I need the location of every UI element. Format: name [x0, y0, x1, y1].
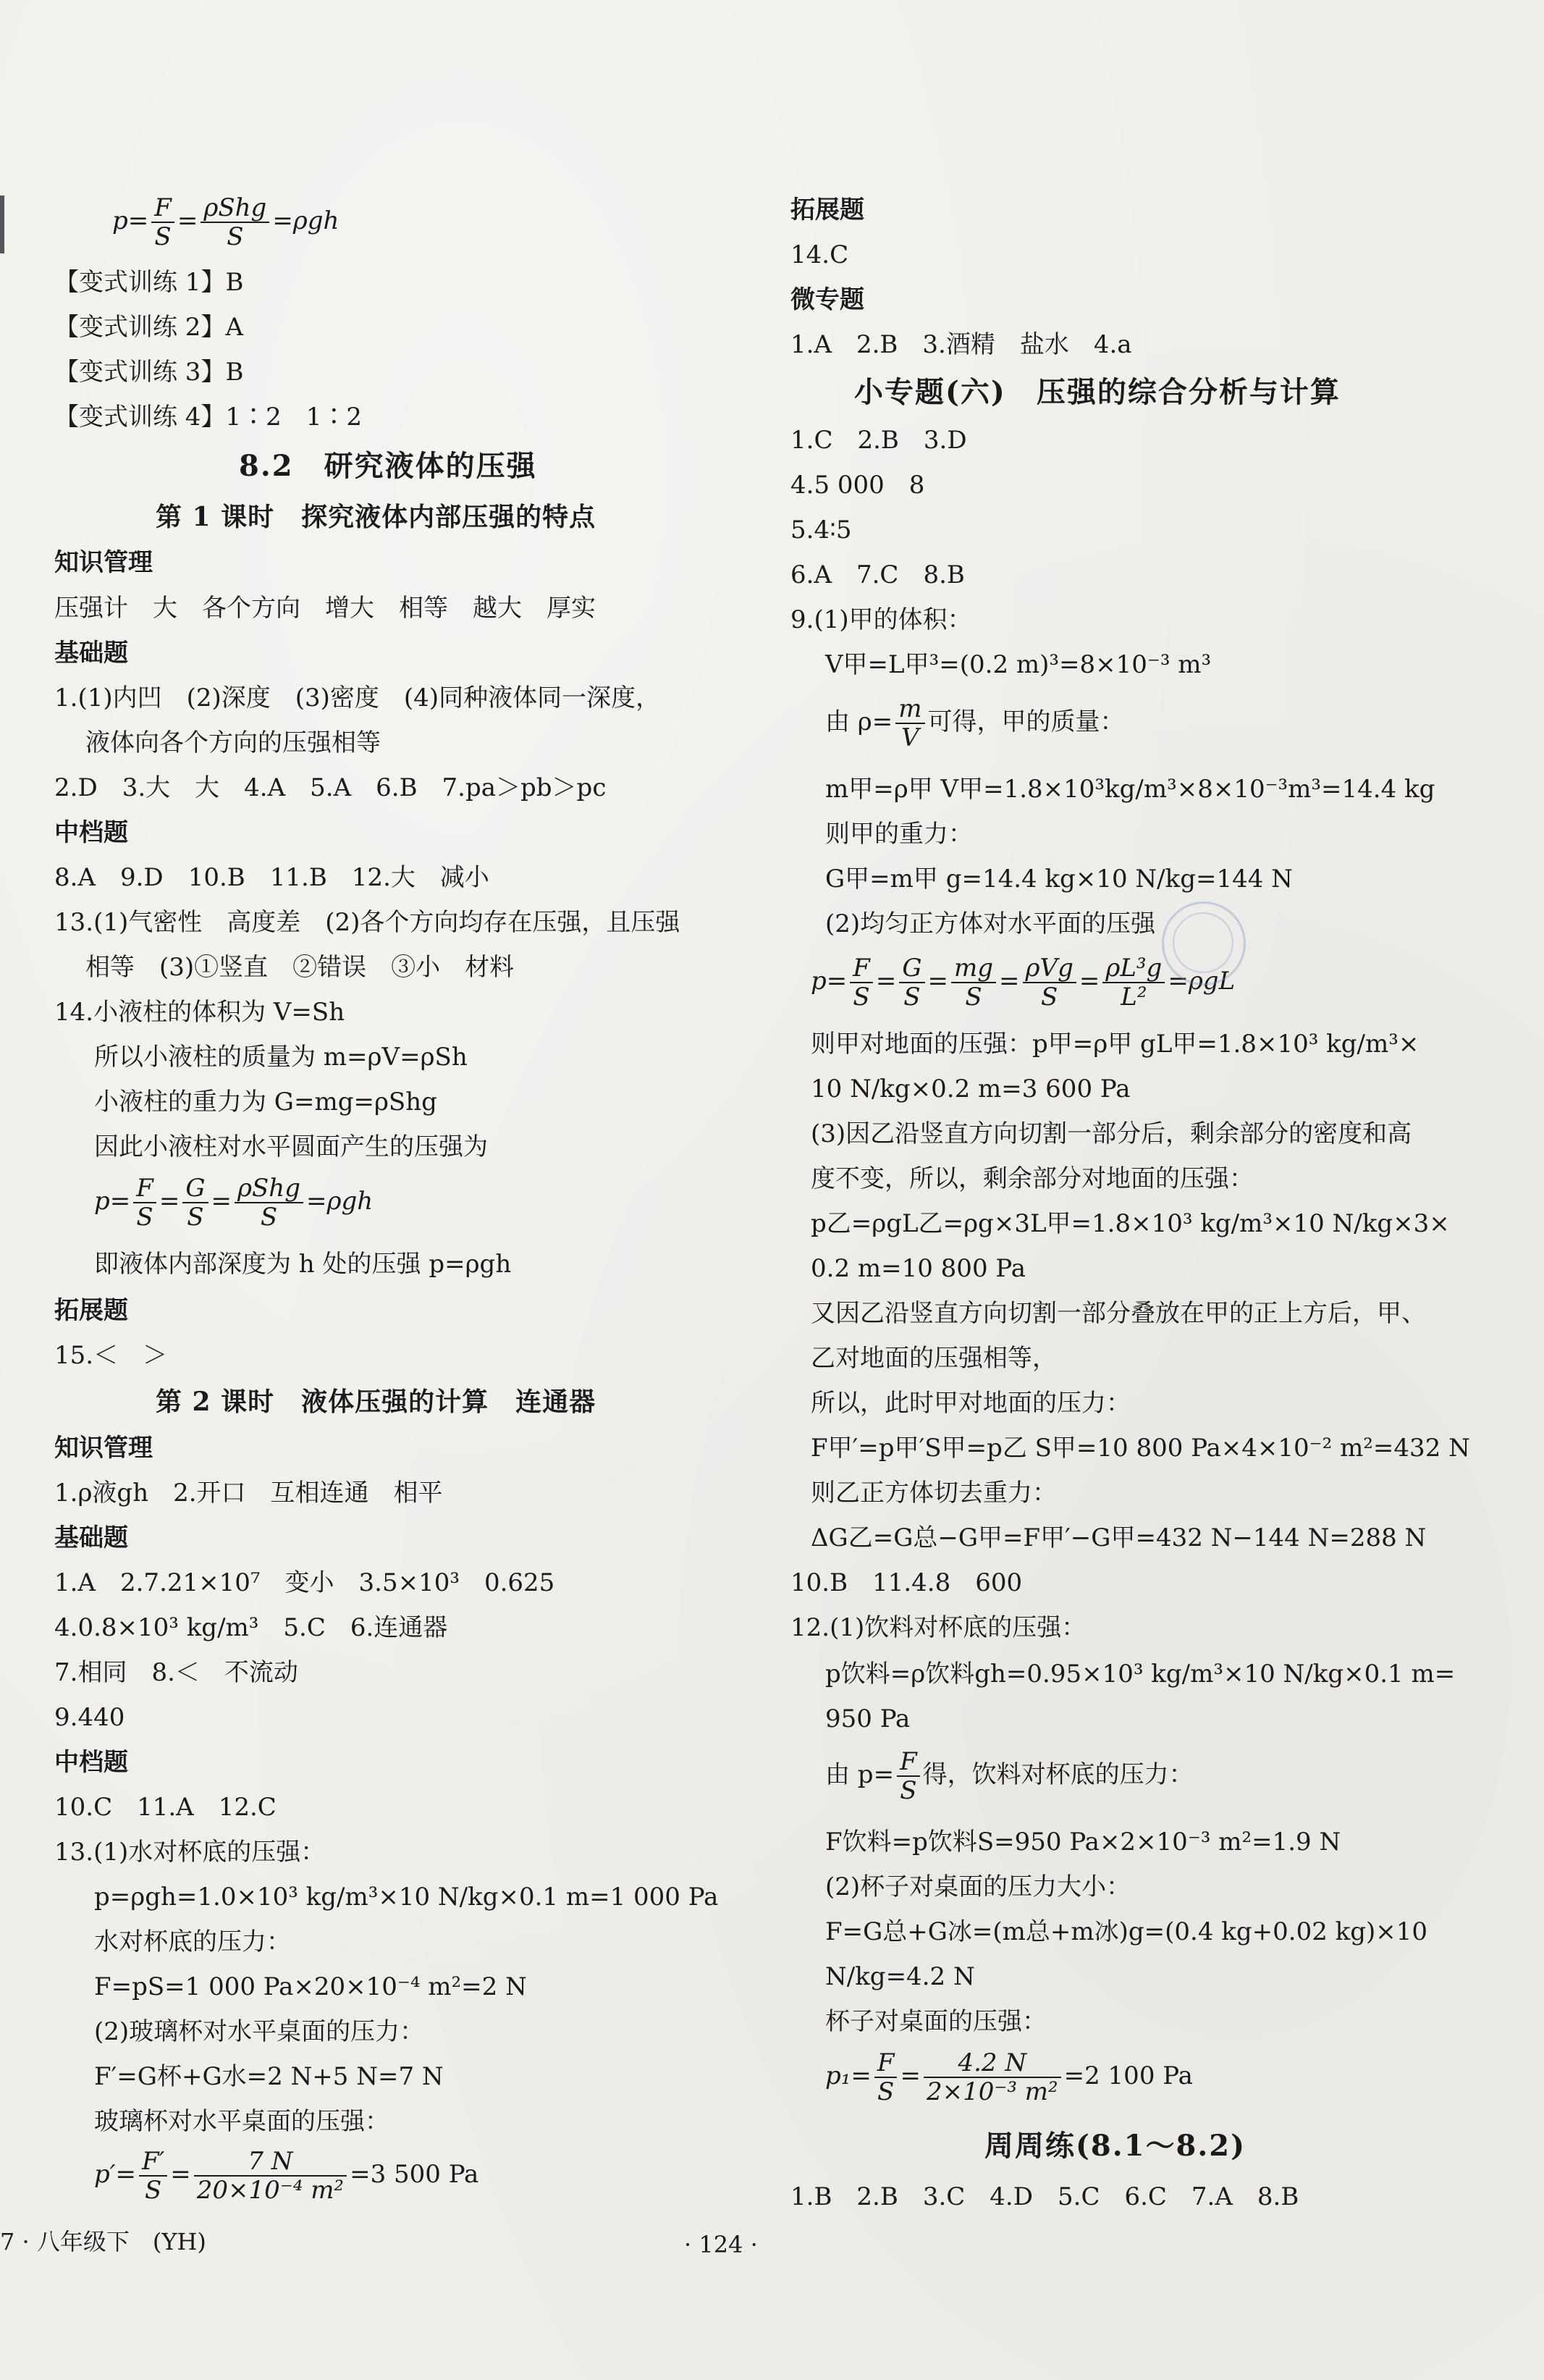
lesson1-title: 第 1 课时 探究液体内部压强的特点	[156, 502, 596, 532]
mid-heading: 中档题	[54, 818, 128, 847]
m13-line3: 水对杯底的压力：	[94, 1927, 291, 1956]
special-title: 小专题(六) 压强的综合分析与计算	[854, 375, 1341, 409]
variant-2: 【变式训练 2】A	[54, 313, 243, 342]
s12-line3: 950 Pa	[825, 1704, 911, 1733]
m13-line1: 13.(1)水对杯底的压强：	[54, 1838, 326, 1867]
s9-line13: 0.2 m=10 800 Pa	[811, 1254, 1026, 1283]
s9-line7: (2)均匀正方体对水平面的压强	[825, 909, 1156, 938]
s9-line10: (3)因乙沿竖直方向切割一部分后，剩余部分的密度和高	[811, 1119, 1412, 1148]
s9-line8: 则甲对地面的压强：p甲=ρ甲 gL甲=1.8×10³ kg/m³×	[811, 1030, 1419, 1059]
s9-line15: 乙对地面的压强相等，	[811, 1344, 1057, 1373]
s1-line: 1.C 2.B 3.D	[790, 426, 967, 455]
s9-line17: F甲′=p甲′S甲=p乙 S甲=10 800 Pa×4×10⁻² m²=432 N	[811, 1434, 1470, 1463]
b4-line: 4.0.8×10³ kg/m³ 5.C 6.连通器	[54, 1613, 448, 1642]
q13-line2: 相等 (3)①竖直 ②错误 ③小 材料	[85, 953, 515, 982]
r-ext-heading: 拓展题	[790, 195, 864, 224]
micro-answers: 1.A 2.B 3.酒精 盐水 4.a	[790, 330, 1132, 359]
b7-line: 7.相同 8.＜ 不流动	[54, 1658, 298, 1687]
weekly-title: 周周练(8.1～8.2)	[984, 2129, 1246, 2163]
mid2-heading: 中档题	[54, 1748, 128, 1777]
s12-line2: p饮料=ρ饮料gh=0.95×10³ kg/m³×10 N/kg×0.1 m=	[825, 1660, 1456, 1689]
variant-4: 【变式训练 4】1∶2 1∶2	[54, 403, 362, 432]
s9-line16: 所以，此时甲对地面的压力：	[811, 1389, 1131, 1418]
formula-liquid: p= $\frac{F}{S}$ = $\frac{G}{S}$ = $\frac{\text{ρShg}}{S}$ =ρgh	[94, 1174, 374, 1232]
s12-line4: 由 p= $\frac{F}{S}$ 得，饮料对杯底的压力：	[825, 1747, 1194, 1805]
s9-line18: 则乙正方体切去重力：	[811, 1479, 1057, 1508]
variant-3: 【变式训练 3】B	[54, 358, 244, 387]
s9-line12: p乙=ρgL乙=ρg×3L甲=1.8×10³ kg/m³×10 N/kg×3×	[811, 1209, 1450, 1238]
basic-heading: 基础题	[54, 639, 128, 668]
knowledge2-heading: 知识管理	[54, 1434, 153, 1463]
knowledge-answers: 压强计 大 各个方向 增大 相等 越大 厚实	[54, 594, 596, 623]
variant-1: 【变式训练 1】B	[54, 268, 244, 297]
s12-line5: F饮料=p饮料S=950 Pa×2×10⁻³ m²=1.9 N	[825, 1828, 1341, 1857]
q14-line2: 所以小液柱的质量为 m=ρV=ρSh	[94, 1043, 468, 1072]
s10-line: 10.B 11.4.8 600	[790, 1568, 1023, 1597]
q2-line: 2.D 3.大 大 4.A 5.A 6.B 7.pa＞pb＞pc	[54, 773, 607, 802]
s9-line2: V甲=L甲³=(0.2 m)³=8×10⁻³ m³	[825, 650, 1212, 679]
s9-line11: 度不变，所以，剩余部分对地面的压强：	[811, 1164, 1254, 1193]
q14-line4: 因此小液柱对水平圆面产生的压强为	[94, 1132, 488, 1161]
m13-line2: p=ρgh=1.0×10³ kg/m³×10 N/kg×0.1 m=1 000 Pa	[94, 1883, 719, 1912]
ext-heading: 拓展题	[54, 1296, 128, 1325]
formula-glass: p′= $\frac{F'}{S}$ = $\frac{7 N}{\text{20×10⁻⁴ m²}}$ =3 500 Pa	[94, 2147, 479, 2205]
s6-line: 6.A 7.C 8.B	[790, 560, 965, 589]
s9-line5: 则甲的重力：	[825, 820, 973, 849]
binding-edge	[0, 195, 4, 253]
micro-heading: 微专题	[790, 285, 864, 314]
s9-line3: 由 ρ= $\frac{m}{V}$ 可得，甲的质量：	[825, 694, 1125, 752]
s12-line6: (2)杯子对桌面的压力大小：	[825, 1872, 1131, 1901]
s9-line19: ΔG乙=G总−G甲=F甲′−G甲=432 N−144 N=288 N	[811, 1523, 1427, 1552]
s9-line6: G甲=m甲 g=14.4 kg×10 N/kg=144 N	[825, 865, 1293, 893]
s9-line9: 10 N/kg×0.2 m=3 600 Pa	[811, 1075, 1131, 1103]
s12-line9: 杯子对桌面的压强：	[825, 2007, 1047, 2036]
q14-conclusion: 即液体内部深度为 h 处的压强 p=ρgh	[94, 1250, 512, 1279]
q1-line1: 1.(1)内凹 (2)深度 (3)密度 (4)同种液体同一深度，	[54, 684, 661, 712]
footer-grade: 7 · 八年级下 (YH)	[0, 2228, 206, 2255]
s4-line: 4.5 000 8	[790, 471, 925, 500]
formula-p1: p₁= $\frac{F}{S}$ = $\frac{4.2 N}{\text{2×10⁻³ m²}}$ =2 100 Pa	[825, 2048, 1193, 2106]
m13-line5: (2)玻璃杯对水平桌面的压力：	[94, 2017, 425, 2046]
s5-line: 5.4∶5	[790, 516, 852, 544]
s12-line8: N/kg=4.2 N	[825, 1962, 975, 1991]
formula-pressure: p= $\frac{F}{S}$ = $\frac{\text{ρShg}}{S}$ =ρgh	[112, 193, 339, 251]
weekly-answers: 1.B 2.B 3.C 4.D 5.C 6.C 7.A 8.B	[790, 2182, 1299, 2211]
q15-line: 15.＜ ＞	[54, 1341, 168, 1370]
knowledge-heading: 知识管理	[54, 548, 153, 577]
q14-line1: 14.小液柱的体积为 V=Sh	[54, 998, 345, 1027]
q13-line1: 13.(1)气密性 高度差 (2)各个方向均存在压强，且压强	[54, 908, 680, 937]
r-q14: 14.C	[790, 240, 849, 269]
b9-line: 9.440	[54, 1703, 125, 1732]
lesson2-title: 第 2 课时 液体压强的计算 连通器	[156, 1387, 596, 1417]
q14-line3: 小液柱的重力为 G=mg=ρShg	[94, 1088, 437, 1117]
formula-cube: p= $\frac{F}{S}$ = $\frac{G}{S}$ = $\frac{mg}{S}$ = $\frac{\text{ρVg}}{S}$ = $\frac{\text{ρL³g}}{\text{L²}}$ =ρgL	[811, 954, 1236, 1012]
faint-stamp-mark	[1162, 901, 1246, 985]
m10-line: 10.C 11.A 12.C	[54, 1793, 277, 1822]
b1-line: 1.A 2.7.21×10⁷ 变小 3.5×10³ 0.625	[54, 1568, 555, 1597]
m13-line4: F=pS=1 000 Pa×20×10⁻⁴ m²=2 N	[94, 1972, 527, 2001]
section-title: 8.2 研究液体的压强	[239, 449, 537, 483]
basic2-heading: 基础题	[54, 1523, 128, 1552]
k2-line: 1.ρ液gh 2.开口 互相连通 相平	[54, 1479, 443, 1508]
page-number: · 124 ·	[684, 2231, 758, 2258]
s9-line1: 9.(1)甲的体积：	[790, 605, 972, 634]
s12-line1: 12.(1)饮料对杯底的压强：	[790, 1613, 1087, 1642]
m13-line6: F′=G杯+G水=2 N+5 N=7 N	[94, 2062, 444, 2091]
s9-line14: 又因乙沿竖直方向切割一部分叠放在甲的正上方后，甲、	[811, 1299, 1426, 1328]
q8-line: 8.A 9.D 10.B 11.B 12.大 减小	[54, 863, 489, 892]
s9-line4: m甲=ρ甲 V甲=1.8×10³kg/m³×8×10⁻³m³=14.4 kg	[825, 775, 1435, 804]
q1-line2: 液体向各个方向的压强相等	[85, 728, 381, 757]
m13-line7: 玻璃杯对水平桌面的压强：	[94, 2107, 389, 2136]
s12-line7: F=G总+G冰=(m总+m冰)g=(0.4 kg+0.02 kg)×10	[825, 1917, 1428, 1946]
